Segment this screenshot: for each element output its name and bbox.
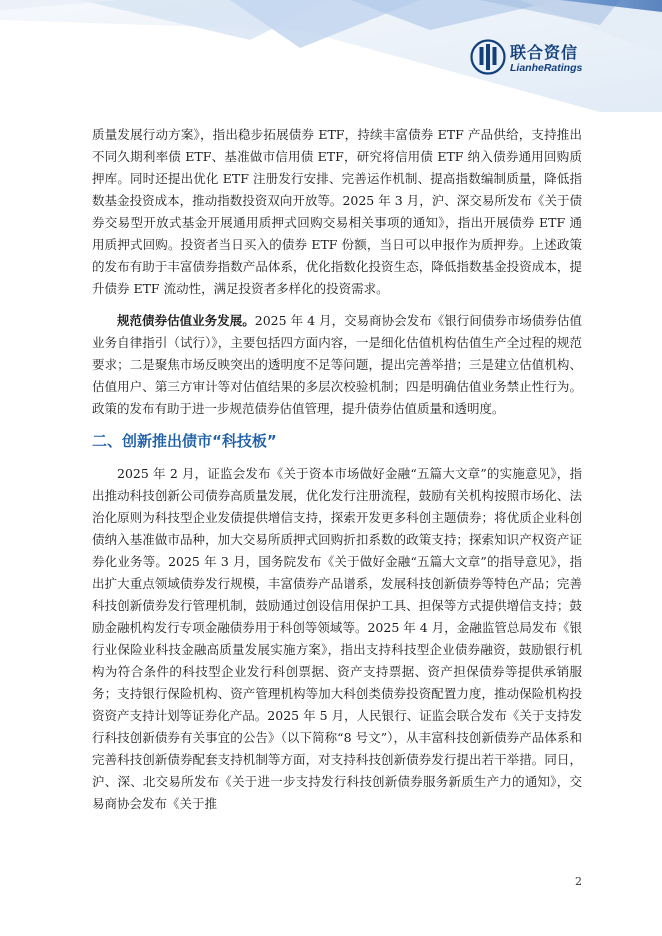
paragraph-etf: 质量发展行动方案》，指出稳步拓展债券 ETF，持续丰富债券 ETF 产品供给，支持推出不同久期利率债 ETF、基准做市信用债 ETF，研究将信用债 ETF 纳入债券通用回购质押库。同时还提出优化 ETF 注册发行安排、完善运作机制、提高指数编制质量，降低指数基金投资成本，推动指数投资双向开放等。2025 年 3 月，沪、深交易所发布《关于债券交易型开放式基金开展通用质押式回购交易相关事项的通知》，指出开展债券 ETF 通用质押式回购。投资者当日买入的债券 ETF 份额，当日可以申报作为质押券。上述政策的发布有助于丰富债券指数产品体系，优化指数化投资生态，降低指数基金投资成本，提升债券 ETF 流动性，满足投资者多样化的投资需求。 [92,127,582,296]
paragraph-valuation [92,310,582,420]
paragraph-tech-board: 2025 年 2 月，证监会发布《关于资本市场做好金融“五篇大文章”的实施意见》，指出推动科技创新公司债券高质量发展，优化发行注册流程，鼓励有关机构按照市场化、法治化原则为科技型企业发债提供增信支持，探索开发更多科创主题债券；将优质企业科创债纳入基准做市品种，加大交易所质押式回购折扣系数的政策支持；探索知识产权资产证券化业务等。2025 年 3 月，国务院发布《关于做好金融“五篇大文章”的指导意见》，指出扩大重点领域债券发行规模，丰富债券产品谱系，发展科技创新债券等特色产品；完善科技创新债券发行管理机制，鼓励通过创设信用保护工具、担保等方式提供增信支持；鼓励金融机构发行专项金融债券用于科创等领域等。2025 年 4 月，金融监管总局发布《银行业保险业科技金融高质量发展实施方案》，指出支持科技型企业债券融资，鼓励银行机构为符合条件的科技型企业发行科创票据、资产支持票据、资产担保债券等提供承销服务；支持银行保险机构、资产管理机构等加大科创类债券投资配置力度，推动保险机构投资资产支持计划等证券化产品。2025 年 5 月，人民银行、证监会联合发布《关于支持发行科技创新债券有关事宜的公告》（以下简称“8 号文”），从丰富科技创新债券产品体系和完善科技创新债券配套支持机制等方面，对支持科技创新债券发行提出若干举措。同日，沪、深、北交易所发布《关于进一步支持发行科技创新债券服务新质生产力的通知》，交易商协会发布《关于推 [92,466,582,811]
logo-english-name: LianheRatings [510,62,583,74]
lianhe-logo [470,39,600,77]
lianhe-logo-icon [470,39,506,75]
document-body [92,124,582,825]
header-banner [0,0,662,112]
paragraph-valuation-lead: 规范债券估值业务发展。 [117,313,255,328]
logo-chinese-name: 联合资信 [510,43,579,62]
section-heading: 二、创新推出债市“科技板” [92,432,277,450]
paragraph-valuation-text: 2025 年 4 月，交易商协会发布《银行间债券市场债券估值业务自律指引（试行）》，主要包括四方面内容，一是细化估值机构估值生产全过程的规范要求；二是聚焦市场反映突出的透明度不足等问题，提出完善举措；三是建立估值机构、估值用户、第三方审计等对估值结果的多层次校验机制；四是明确估值业务禁止性行为。政策的发布有助于进一步规范债券估值管理，提升债券估值质量和透明度。 [92,313,582,416]
page-number: 2 [575,875,582,888]
